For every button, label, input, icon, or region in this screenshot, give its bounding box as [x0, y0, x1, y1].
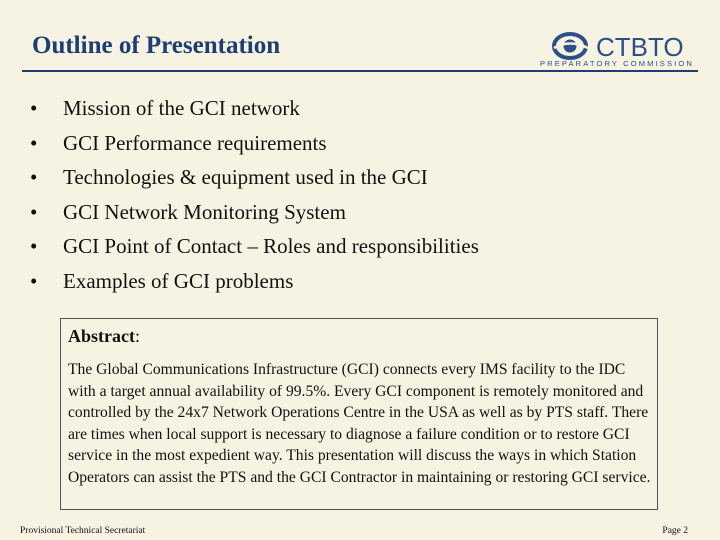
abstract-heading-label: Abstract: [68, 326, 135, 346]
bullet-icon: •: [30, 165, 38, 190]
bullet-icon: •: [30, 268, 38, 293]
title-divider: [22, 70, 698, 72]
ctbto-emblem-icon: [552, 32, 590, 60]
slide-title: Outline of Presentation: [32, 32, 281, 59]
page-number: Page 2: [662, 526, 688, 536]
bullet-icon: •: [30, 199, 38, 224]
bullet-text: Mission of the GCI network: [63, 96, 300, 120]
logo-subtitle: PREPARATORY COMMISSION: [540, 59, 694, 68]
logo-name: CTBTO: [596, 32, 684, 62]
bullet-text: Technologies & equipment used in the GCI: [63, 165, 428, 190]
footer-organization: Provisional Technical Secretariat: [20, 526, 146, 536]
bullet-text: Examples of GCI problems: [63, 268, 294, 293]
bullet-icon: •: [30, 96, 38, 120]
bullet-text: GCI Point of Contact – Roles and responsibilities: [63, 234, 479, 259]
abstract-body: The Global Communications Infrastructure (GCI) connects every IMS facility to the IDC with a target annual availability of 99.5%. Every GCI component is remotely monitored and controlled by the 24x7 Network Operations Centre in the USA as well as by PTS staff. There are times when local support is necessary to diagnose a failure condition or to restore GCI service in the most expedient way. This presentation will discuss the ways in which Station Operators can assist the PTS and the GCI Contractor in maintaining or restoring GCI service.: [68, 361, 651, 486]
ctbto-logo: [536, 30, 694, 72]
bullet-icon: •: [30, 130, 38, 155]
bullet-text: GCI Performance requirements: [63, 130, 327, 155]
bullet-icon: •: [30, 234, 38, 259]
bullet-text: GCI Network Monitoring System: [63, 199, 346, 224]
abstract-heading: [68, 324, 651, 348]
abstract-heading-colon: :: [134, 326, 140, 346]
abstract-box: [60, 318, 658, 510]
